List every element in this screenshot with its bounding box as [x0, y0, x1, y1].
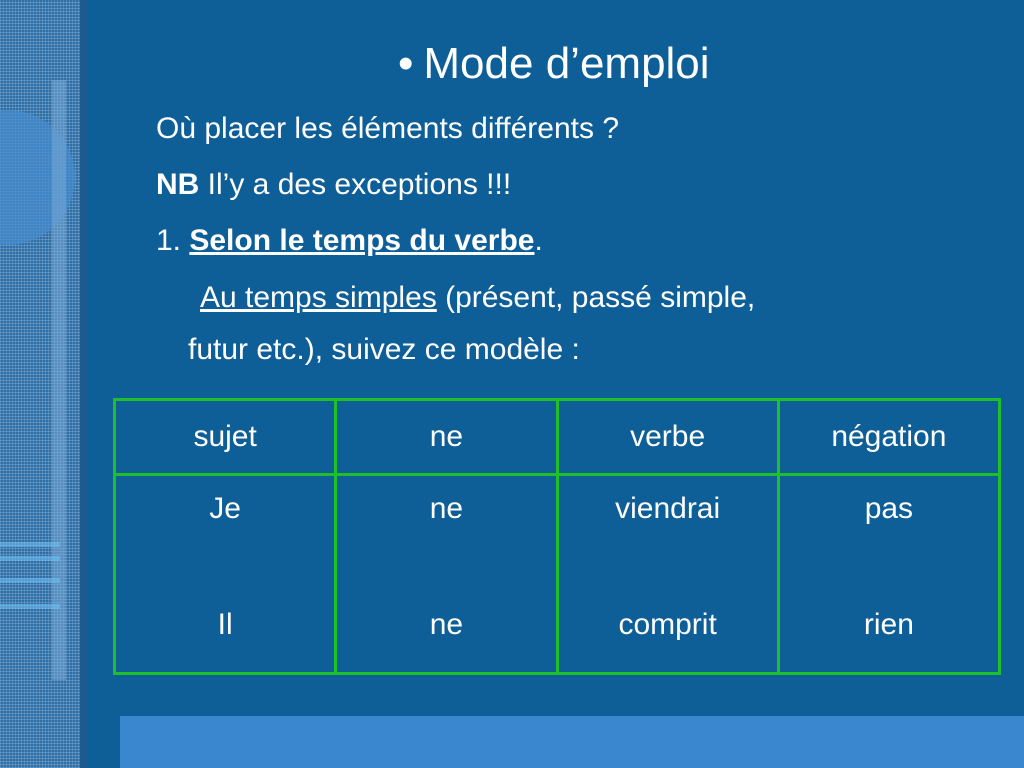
table-header-cell: ne: [336, 400, 557, 475]
table-row: [115, 475, 1000, 674]
slide-title-text: Mode d’emploi: [423, 39, 710, 88]
decorative-bar: [52, 80, 66, 680]
section-link[interactable]: Selon le temps du verbe: [189, 224, 535, 257]
decorative-strip-edge: [80, 0, 88, 768]
table-cell: [778, 475, 999, 674]
slide-title: [398, 38, 710, 90]
table-cell: [115, 475, 336, 674]
cell-value: rien: [863, 608, 914, 641]
rule-line: [200, 279, 755, 317]
note-line: [156, 166, 511, 204]
decorative-left-strip: [0, 0, 88, 768]
note-label: NB: [156, 168, 200, 201]
decorative-line: [0, 604, 60, 609]
table-header-cell: négation: [778, 400, 999, 475]
decorative-line: [0, 578, 60, 583]
rule-text: (présent, passé simple,: [436, 281, 756, 314]
cell-value: pas: [864, 492, 914, 525]
decorative-line: [0, 542, 60, 547]
cell-value: viendrai: [615, 492, 721, 525]
cell-value: Je: [209, 492, 241, 525]
table-cell: [557, 475, 778, 674]
section-number: 1.: [156, 224, 190, 257]
table-cell: [336, 475, 557, 674]
section-heading: [156, 222, 543, 260]
cell-value: ne: [429, 608, 464, 641]
bullet-icon: •: [398, 39, 414, 88]
table-header-cell: verbe: [557, 400, 778, 475]
rule-underlined-text: Au temps simples: [200, 281, 437, 314]
table-header-row: [115, 400, 1000, 475]
cell-value: Il: [217, 608, 233, 641]
cell-value: ne: [429, 492, 464, 525]
note-text: Il’y a des exceptions !!!: [199, 168, 512, 201]
table-header-cell: sujet: [115, 400, 336, 475]
cell-value: comprit: [618, 608, 717, 641]
negation-table: [113, 398, 1001, 675]
decorative-line: [0, 556, 60, 561]
rule-line-continued: futur etc.), suivez ce modèle :: [188, 333, 580, 366]
question-line: Où placer les éléments différents ?: [156, 112, 620, 145]
section-period: .: [534, 224, 543, 257]
decorative-bottom-bar: [120, 716, 1024, 768]
